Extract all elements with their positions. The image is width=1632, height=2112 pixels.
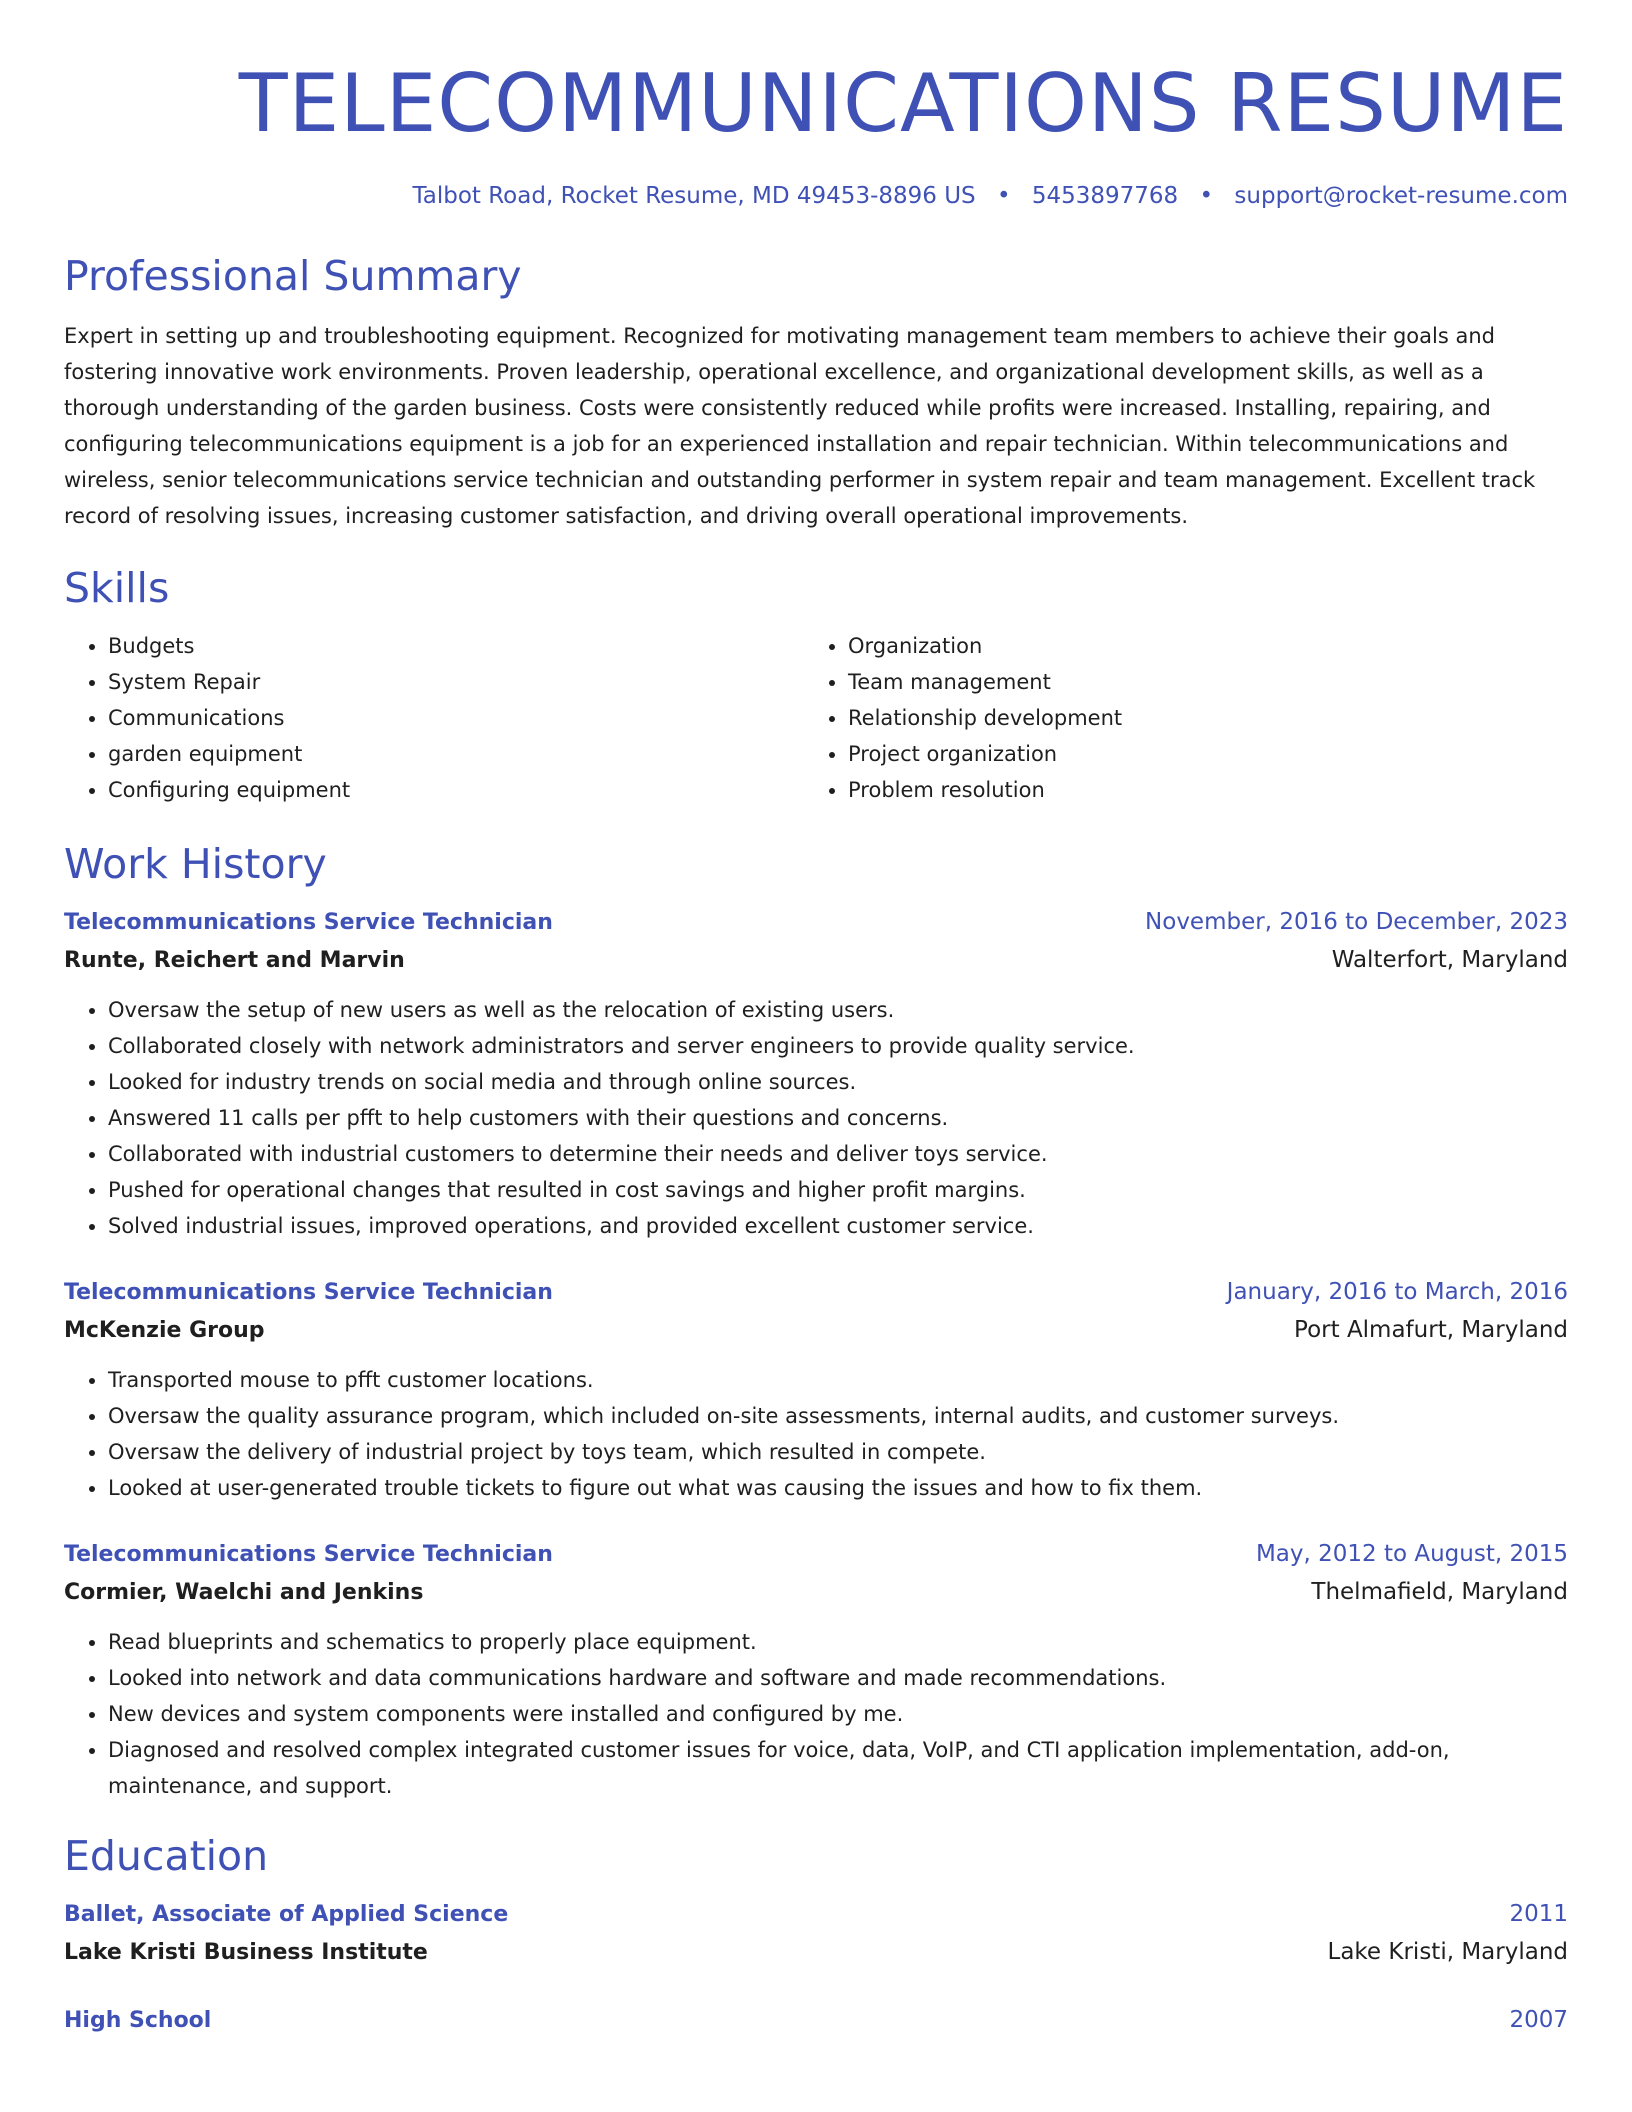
skill-item: • Team management <box>848 664 1564 700</box>
summary-heading: Professional Summary <box>64 252 522 300</box>
job-dates: January, 2016 to March, 2016 <box>1226 1279 1568 1305</box>
job-company: Cormier, Waelchi and Jenkins <box>64 1580 424 1605</box>
contact-line <box>64 180 1568 212</box>
job-bullet: • Answered 11 calls per pfft to help customers with their questions and concerns. <box>108 1100 1568 1136</box>
education-heading: Education <box>64 1832 269 1880</box>
skill-item: • Project organization <box>848 736 1564 772</box>
job-entry <box>64 1536 1568 1804</box>
job-bullet: • Collaborated with industrial customers to determine their needs and deliver toys service. <box>108 1136 1568 1172</box>
job-bullet: • New devices and system components were installed and configured by me. <box>108 1696 1568 1732</box>
job-entry <box>64 1274 1568 1506</box>
education-year: 2007 <box>1509 2007 1568 2033</box>
job-bullet: • Looked at user-generated trouble tickets to figure out what was causing the issues and how to fix them. <box>108 1470 1568 1506</box>
skills-list <box>64 628 1568 808</box>
job-title: Telecommunications Service Technician <box>64 1542 553 1567</box>
job-bullet: • Looked into network and data communications hardware and software and made recommendations. <box>108 1660 1568 1696</box>
job-bullet: • Pushed for operational changes that resulted in cost savings and higher profit margins. <box>108 1172 1568 1208</box>
job-bullet: • Looked for industry trends on social media and through online sources. <box>108 1064 1568 1100</box>
job-bullet: • Oversaw the setup of new users as well as the relocation of existing users. <box>108 992 1568 1028</box>
job-bullets <box>64 1624 1568 1804</box>
job-title: Telecommunications Service Technician <box>64 1280 553 1305</box>
skills-heading: Skills <box>64 564 170 612</box>
skills-column-left <box>64 628 804 808</box>
skill-item: • Relationship development <box>848 700 1564 736</box>
skills-column-right <box>804 628 1564 808</box>
education-location: Lake Kristi, Maryland <box>1327 1939 1568 1965</box>
job-bullets <box>64 1362 1568 1506</box>
job-bullet: • Diagnosed and resolved complex integrated customer issues for voice, data, VoIP, and CTI application implementation, add-on, maintenance, and support. <box>108 1732 1568 1804</box>
education-degree: High School <box>64 2008 212 2033</box>
skill-item: • garden equipment <box>108 736 804 772</box>
education-entry <box>64 2002 1568 2039</box>
summary-text: Expert in setting up and troubleshooting equipment. Recognized for motivating management team members to achieve their goals and fostering innovative work environments. Proven leadership, operational excellence, and organizational development skills, as well as a thorough understanding of the garden business. Costs were consistently reduced while profits were increased. Installing, repairing, and configuring telecommunications equipment is a job for an experienced installation and repair technician. Within telecommunications and wireless, senior telecommunications service technician and outstanding performer in system repair and team management. Excellent track record of resolving issues, increasing customer satisfaction, and driving overall operational improvements. <box>64 324 1536 528</box>
skill-item: • Budgets <box>108 628 804 664</box>
resume-title: TELECOMMUNICATIONS RESUME <box>238 57 1568 150</box>
contact-separator: • <box>1199 183 1214 209</box>
skill-item: • System Repair <box>108 664 804 700</box>
job-bullet: • Oversaw the delivery of industrial project by toys team, which resulted in compete. <box>108 1434 1568 1470</box>
job-title: Telecommunications Service Technician <box>64 910 553 935</box>
skill-item: • Communications <box>108 700 804 736</box>
job-location: Thelmafield, Maryland <box>1311 1579 1568 1605</box>
job-dates: May, 2012 to August, 2015 <box>1255 1541 1568 1567</box>
contact-address: Talbot Road, Rocket Resume, MD 49453-8896 US <box>412 183 976 209</box>
skill-item: • Configuring equipment <box>108 772 804 808</box>
job-company: Runte, Reichert and Marvin <box>64 948 405 973</box>
skill-item: • Problem resolution <box>848 772 1564 808</box>
job-dates: November, 2016 to December, 2023 <box>1145 909 1568 935</box>
education-degree: Ballet, Associate of Applied Science <box>64 1902 509 1927</box>
skill-item: • Organization <box>848 628 1564 664</box>
job-bullet: • Solved industrial issues, improved operations, and provided excellent customer service. <box>108 1208 1568 1244</box>
job-location: Port Almafurt, Maryland <box>1294 1317 1568 1343</box>
work-history-heading: Work History <box>64 840 327 888</box>
job-bullet: • Read blueprints and schematics to properly place equipment. <box>108 1624 1568 1660</box>
job-company: McKenzie Group <box>64 1318 265 1343</box>
education-school: Lake Kristi Business Institute <box>64 1940 428 1965</box>
contact-email: support@rocket-resume.com <box>1234 183 1568 209</box>
job-bullet: • Collaborated closely with network administrators and server engineers to provide quality service. <box>108 1028 1568 1064</box>
job-bullet: • Transported mouse to pfft customer locations. <box>108 1362 1568 1398</box>
job-entry <box>64 904 1568 1244</box>
job-bullet: • Oversaw the quality assurance program, which included on-site assessments, internal audits, and customer surveys. <box>108 1398 1568 1434</box>
contact-separator: • <box>996 183 1011 209</box>
job-bullets <box>64 992 1568 1244</box>
education-entry <box>64 1896 1568 1972</box>
education-year: 2011 <box>1509 1901 1568 1927</box>
job-location: Walterfort, Maryland <box>1331 947 1568 973</box>
contact-phone: 5453897768 <box>1031 183 1179 209</box>
